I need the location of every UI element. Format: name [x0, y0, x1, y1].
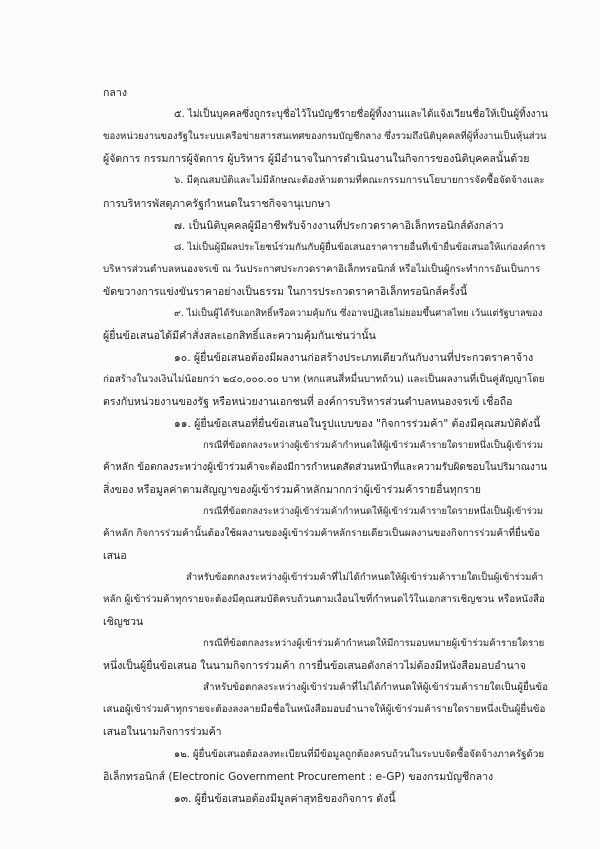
- text-line: ก่อสร้างในวงเงินไม่น้อยกว่า ๒๔๐,๐๐๐.๐๐ บาท (หกแสนสี่หมื่นบาทถ้วน) และเป็นผลงานที่เป็นคู่สัญญาโดย: [103, 374, 545, 385]
- text-line: สำหรับข้อตกลงระหว่างผู้เข้าร่วมค้าที่ไม่ได้กำหนดให้ผู้เข้าร่วมค้ารายใดเป็นผู้ยื่นข้อ: [203, 682, 548, 693]
- text-line: สิ่งของ หรือมูลค่าตามสัญญาของผู้เข้าร่วมค้าหลักมากกว่าผู้เข้าร่วมค้ารายอื่นทุกราย: [103, 484, 481, 496]
- clause-12-line: ๑๒. ผู้ยื่นข้อเสนอต้องลงทะเบียนที่มีข้อมูลถูกต้องครบถ้วนในระบบจัดซื้อจัดจ้างภาครัฐด้วย: [174, 749, 545, 760]
- text-line: ค้าหลัก กิจการร่วมค้านั้นต้องใช้ผลงานของผู้เข้าร่วมค้าหลักรายเดียวเป็นผลงานของกิจการร่วมค้าที่ยื่นข้อ: [103, 528, 541, 539]
- text-line: กรณีที่ข้อตกลงระหว่างผู้เข้าร่วมค้ากำหนดให้มีการมอบหมายผู้เข้าร่วมค้ารายใดราย: [203, 638, 545, 649]
- clause-10-line: ๑๐. ผู้ยื่นข้อเสนอต้องมีผลงานก่อสร้างประเภทเดียวกันกับงานที่ประกวดราคาจ้าง: [174, 352, 534, 364]
- clause-8-line: ๘. ไม่เป็นผู้มีผลประโยชน์ร่วมกันกับผู้ยื่นข้อเสนอราคารายอื่นที่เข้ายื่นข้อเสนอให้แก่องค์การ: [174, 242, 546, 253]
- text-line: บริหารส่วนตำบลหนองจรเข้ ณ วันประกาศประกวดราคาอิเล็กทรอนิกส์ หรือไม่เป็นผู้กระทำการอันเป็นการ: [103, 264, 541, 275]
- clause-11-line: ๑๑. ผู้ยื่นข้อเสนอที่ยื่นข้อเสนอในรูปแบบของ "กิจการร่วมค้า" ต้องมีคุณสมบัติดังนี้: [174, 418, 541, 430]
- text-line: หนึ่งเป็นผู้ยื่นข้อเสนอ ในนามกิจการร่วมค้า การยื่นข้อเสนอดังกล่าวไม่ต้องมีหนังสือมอบอำนาจ: [103, 660, 526, 672]
- text-line: เสนอในนามกิจการร่วมค้า: [103, 726, 222, 738]
- text-line: หลัก ผู้เข้าร่วมค้าทุกรายจะต้องมีคุณสมบัติครบถ้วนตามเงื่อนไขที่กำหนดไว้ในเอกสารเชิญชวน หรือหนังสือ: [103, 594, 545, 605]
- text-line: เสนอ: [103, 550, 127, 562]
- clause-7-line: ๗. เป็นนิติบุคคลผู้มีอาชีพรับจ้างงานที่ประกวดราคาอิเล็กทรอนิกส์ดังกล่าว: [174, 220, 504, 232]
- text-line: ตรงกับหน่วยงานของรัฐ หรือหน่วยงานเอกชนที่ องค์การบริหารส่วนตำบลหนองจรเข้ เชื่อถือ: [103, 396, 513, 408]
- clause-5-line: ๕. ไม่เป็นบุคคลซึ่งถูกระบุชื่อไว้ในบัญชีรายชื่อผู้ทิ้งงานและได้แจ้งเวียนชื่อให้เป็นผู้ทิ้งงาน: [174, 109, 548, 120]
- text-line: ของหน่วยงานของรัฐในระบบเครือข่ายสารสนเทศของกรมบัญชีกลาง ซึ่งรวมถึงนิติบุคคลที่ผู้ทิ้งงานเป็นหุ้นส่วน: [103, 131, 547, 142]
- clause-13-line: ๑๓. ผู้ยื่นข้อเสนอต้องมีมูลค่าสุทธิของกิจการ ดังนี้: [174, 793, 396, 805]
- text-line: เชิญชวน: [103, 616, 144, 628]
- text-line: กลาง: [103, 87, 128, 99]
- text-line: กรณีที่ข้อตกลงระหว่างผู้เข้าร่วมค้ากำหนดให้ผู้เข้าร่วมค้ารายใดรายหนึ่งเป็นผู้เข้าร่วม: [203, 440, 544, 451]
- text-line: การบริหารพัสดุภาครัฐกำหนดในราชกิจจานุเบกษา: [103, 198, 331, 210]
- clause-6-line: ๖. มีคุณสมบัติและไม่มีลักษณะต้องห้ามตามที่คณะกรรมการนโยบายการจัดซื้อจัดจ้างและ: [174, 175, 545, 186]
- text-line: ค้าหลัก ข้อตกลงระหว่างผู้เข้าร่วมค้าจะต้องมีการกำหนดสัดส่วนหน้าที่และความรับผิดชอบในปริมาณงาน: [103, 462, 548, 473]
- text-line: ผู้ยื่นข้อเสนอได้มีคำสั่งสละเอกสิทธิ์และความคุ้มกันเช่นว่านั้น: [103, 330, 376, 342]
- text-line: กรณีที่ข้อตกลงระหว่างผู้เข้าร่วมค้ากำหนดให้ผู้เข้าร่วมค้ารายใดรายหนึ่งเป็นผู้เข้าร่วม: [203, 506, 544, 517]
- clause-9-line: ๙. ไม่เป็นผู้ได้รับเอกสิทธิ์หรือความคุ้มกัน ซึ่งอาจปฏิเสธไม่ยอมขึ้นศาลไทย เว้นแต่รัฐบาลของ: [174, 308, 543, 319]
- text-line: เสนอผู้เข้าร่วมค้าทุกรายจะต้องลงลายมือชื่อในหนังสือมอบอำนาจให้ผู้เข้าร่วมค้ารายใดรายหนึ่งเป็นผู้ยื่นข้อ: [103, 704, 546, 715]
- text-line: ผู้จัดการ กรรมการผู้จัดการ ผู้บริหาร ผู้มีอำนาจในการดำเนินงานในกิจการของนิติบุคคลนั้นด้วย: [103, 153, 530, 165]
- text-line: ขัดขวางการแข่งขันราคาอย่างเป็นธรรม ในการประกวดราคาอิเล็กทรอนิกส์ครั้งนี้: [103, 286, 468, 298]
- text-line: สำหรับข้อตกลงระหว่างผู้เข้าร่วมค้าที่ไม่ได้กำหนดให้ผู้เข้าร่วมค้ารายใดเป็นผู้เข้าร่วมค้า: [186, 572, 544, 583]
- text-line: อิเล็กทรอนิกส์ (Electronic Government Procurement : e-GP) ของกรมบัญชีกลาง: [103, 771, 494, 783]
